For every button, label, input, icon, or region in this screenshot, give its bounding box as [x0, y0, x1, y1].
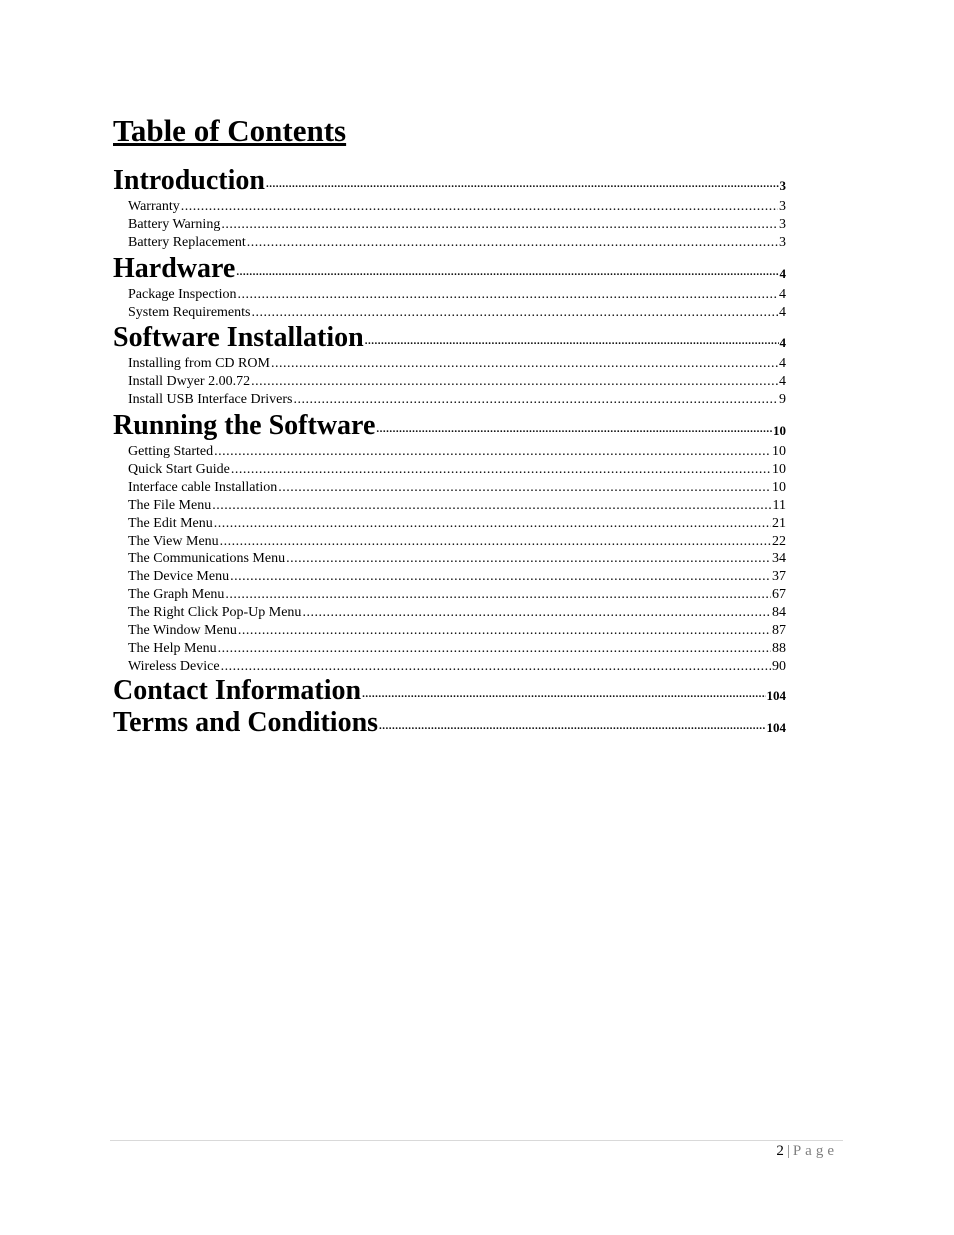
- toc-entry[interactable]: [113, 533, 786, 551]
- toc-page-number: 4: [779, 286, 786, 302]
- toc-entry[interactable]: [113, 373, 786, 391]
- page-footer: [776, 1143, 838, 1160]
- toc-entry[interactable]: [113, 622, 786, 640]
- toc-leader: [293, 391, 778, 409]
- toc-leader: [376, 422, 772, 437]
- toc-entry[interactable]: [113, 479, 786, 497]
- toc-entry-title: The Right Click Pop-Up Menu: [128, 605, 302, 621]
- toc-page-number: 4: [779, 356, 786, 372]
- toc-leader: [230, 568, 771, 586]
- toc-leader: [362, 687, 765, 702]
- toc-section-title: Contact Information: [113, 674, 362, 706]
- toc-entry-title: Package Inspection: [128, 286, 237, 302]
- toc-page-number: 4: [779, 265, 786, 281]
- toc-leader: [237, 286, 778, 304]
- toc-page-number: 10: [772, 479, 786, 495]
- page-label: Page: [792, 1143, 838, 1159]
- toc-page-number: 84: [772, 605, 786, 621]
- toc-section-title: Hardware: [113, 252, 236, 284]
- toc-leader: [252, 304, 779, 322]
- toc-page-number: 3: [779, 216, 786, 232]
- toc-entry-title: Battery Replacement: [128, 234, 246, 250]
- toc-leader: [365, 334, 779, 349]
- toc-entry-title: Install Dwyer 2.00.72: [128, 374, 251, 390]
- toc-entry[interactable]: [113, 515, 786, 533]
- toc-page-number: 3: [779, 198, 786, 214]
- toc-leader: [266, 177, 779, 192]
- toc-leader: [218, 640, 771, 658]
- toc-entry[interactable]: [113, 286, 786, 304]
- toc-entry-title: Warranty: [128, 198, 180, 214]
- toc-entry-title: Getting Started: [128, 444, 214, 460]
- toc-entry[interactable]: [113, 216, 786, 234]
- toc-page-number: 10: [773, 423, 786, 439]
- toc-entry[interactable]: [113, 604, 786, 622]
- toc-section-title: Terms and Conditions: [113, 706, 379, 738]
- toc-page-number: 9: [779, 392, 786, 408]
- toc-page-number: 104: [766, 719, 786, 735]
- toc-page-number: 21: [772, 515, 786, 531]
- toc-section-title: Running the Software: [113, 410, 376, 442]
- toc-page-number: 4: [779, 304, 786, 320]
- toc-leader: [225, 586, 771, 604]
- page-title: Table of Contents: [113, 113, 347, 148]
- toc-leader: [238, 622, 771, 640]
- toc-leader: [251, 373, 778, 391]
- toc-leader: [212, 497, 771, 515]
- toc-entry-title: The Help Menu: [128, 640, 217, 656]
- toc-leader: [379, 719, 765, 734]
- toc-page-number: 4: [779, 335, 786, 351]
- toc-section[interactable]: [113, 321, 786, 355]
- toc-entry-title: The Graph Menu: [128, 587, 225, 603]
- toc-entry[interactable]: [113, 640, 786, 658]
- toc-page-number: 10: [772, 444, 786, 460]
- toc-page-number: 67: [772, 587, 786, 603]
- toc-section[interactable]: [113, 164, 786, 198]
- toc-entry-title: Install USB Interface Drivers: [128, 392, 293, 408]
- toc-section-title: Software Installation: [113, 322, 364, 354]
- toc-entry[interactable]: [113, 568, 786, 586]
- toc-entry-title: The Device Menu: [128, 569, 230, 585]
- toc-page-number: 4: [779, 374, 786, 390]
- toc-leader: [181, 198, 778, 216]
- toc-section[interactable]: [113, 708, 786, 740]
- table-of-contents: [113, 164, 786, 740]
- toc-entry-title: Installing from CD ROM: [128, 356, 270, 372]
- toc-page-number: 88: [772, 640, 786, 656]
- toc-section[interactable]: [113, 409, 786, 443]
- toc-page-number: 90: [772, 658, 786, 674]
- toc-entry-title: The Communications Menu: [128, 551, 286, 567]
- toc-entry[interactable]: [113, 304, 786, 322]
- toc-leader: [247, 234, 778, 252]
- toc-leader: [231, 461, 771, 479]
- toc-page-number: 34: [772, 551, 786, 567]
- toc-entry[interactable]: [113, 550, 786, 568]
- toc-page-number: 22: [772, 533, 786, 549]
- toc-leader: [302, 604, 771, 622]
- toc-section[interactable]: [113, 252, 786, 286]
- toc-entry[interactable]: [113, 391, 786, 409]
- toc-entry[interactable]: [113, 443, 786, 461]
- page-number: 2: [776, 1143, 784, 1159]
- toc-page-number: 104: [766, 687, 786, 703]
- toc-entry[interactable]: [113, 497, 786, 515]
- toc-leader: [220, 533, 771, 551]
- toc-leader: [214, 443, 771, 461]
- toc-entry[interactable]: [113, 355, 786, 373]
- toc-entry-title: The Edit Menu: [128, 515, 213, 531]
- footer-divider: [110, 1140, 843, 1141]
- toc-entry-title: Wireless Device: [128, 658, 220, 674]
- toc-section-title: Introduction: [113, 165, 265, 196]
- toc-leader: [214, 515, 771, 533]
- toc-page-number: 3: [779, 234, 786, 250]
- toc-entry[interactable]: [113, 586, 786, 604]
- toc-page-number: 10: [772, 462, 786, 477]
- toc-leader: [236, 265, 778, 280]
- toc-entry-title: Interface cable Installation: [128, 479, 278, 495]
- toc-leader: [278, 479, 771, 497]
- toc-section[interactable]: [113, 676, 786, 708]
- toc-page-number: 87: [772, 623, 786, 639]
- footer-separator: |: [786, 1143, 790, 1159]
- toc-entry[interactable]: [113, 234, 786, 252]
- toc-page-number: 11: [772, 497, 786, 513]
- toc-page-number: 3: [779, 178, 786, 193]
- toc-leader: [271, 355, 778, 373]
- toc-entry[interactable]: [113, 461, 786, 479]
- toc-entry-title: The Window Menu: [128, 623, 237, 639]
- toc-entry-title: Quick Start Guide: [128, 462, 230, 477]
- toc-page-number: 37: [772, 569, 786, 585]
- toc-entry[interactable]: [113, 198, 786, 216]
- toc-leader: [221, 216, 778, 234]
- toc-entry-title: The View Menu: [128, 533, 219, 549]
- toc-entry-title: The File Menu: [128, 497, 212, 513]
- toc-leader: [286, 550, 771, 568]
- toc-entry-title: System Requirements: [128, 304, 251, 320]
- toc-entry-title: Battery Warning: [128, 216, 221, 232]
